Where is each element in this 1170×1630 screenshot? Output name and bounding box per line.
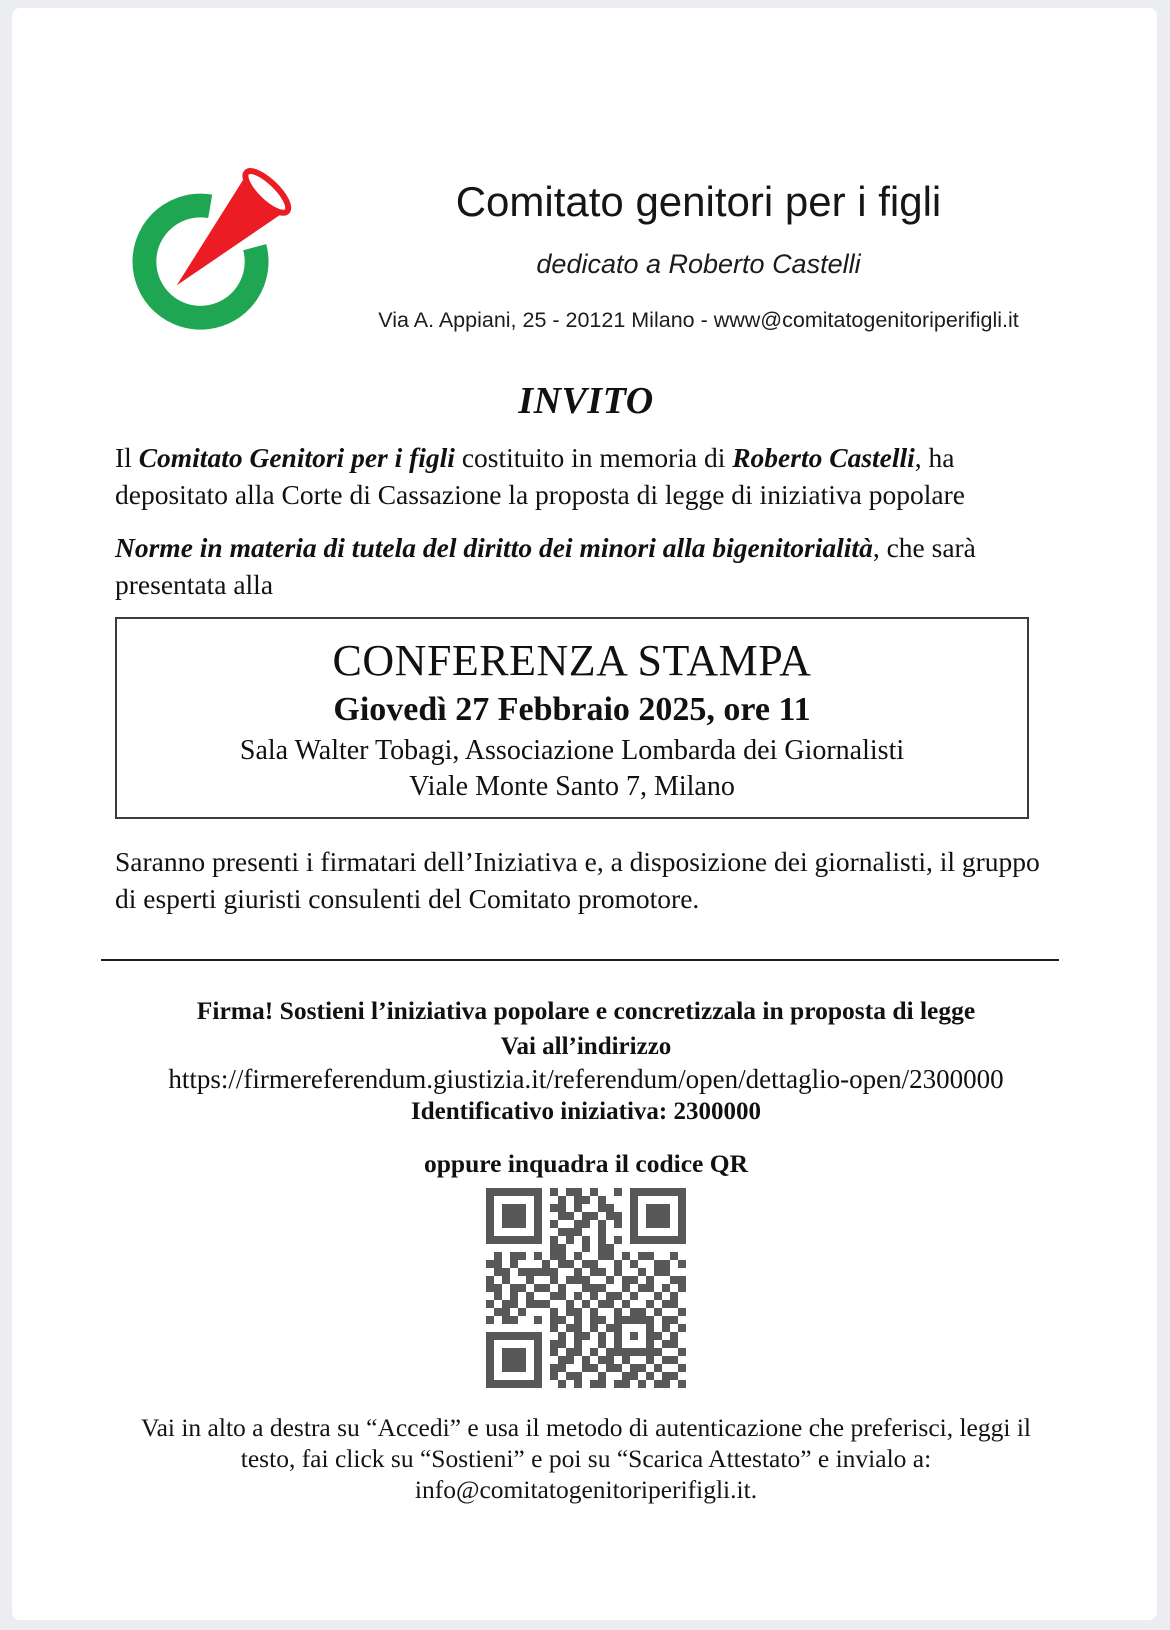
signature-campaign-section <box>115 994 1057 1388</box>
invitation-body <box>115 379 1057 1505</box>
qr-code <box>486 1188 686 1388</box>
address-line: Via A. Appiani, 25 - 20121 Milano - www@comitatogenitoriperifigli.it <box>378 308 1019 332</box>
event-venue-line1: Sala Walter Tobagi, Associazione Lombarda dei Giornalisti <box>239 735 905 766</box>
goto-label: Vai all’indirizzo <box>500 1033 672 1060</box>
sign-headline: Firma! Sostieni l’iniziativa popolare e concretizzala in proposta di legge <box>196 996 976 1025</box>
horizontal-divider <box>101 959 1059 961</box>
dedication-line: dedicato a Roberto Castelli <box>536 249 861 279</box>
event-title: CONFERENZA STAMPA <box>332 636 812 685</box>
organization-title: Comitato genitori per i figli <box>455 178 942 225</box>
footer <box>115 1412 1057 1505</box>
initiative-url: https://firmereferendum.giustizia.it/referendum/open/dettaglio-open/2300000 <box>168 1064 1004 1094</box>
committee-logo <box>125 163 310 333</box>
invito-heading: INVITO <box>518 380 654 422</box>
letterhead-text <box>310 163 1057 332</box>
press-conference-box <box>115 617 1029 819</box>
qr-instruction: oppure inquadra il codice QR <box>424 1149 748 1178</box>
intro-paragraph: Il Comitato Genitori per i figli costituito in memoria di Roberto Castelli, ha depositato alla Corte di Cassazione la proposta di legge di iniziativa popolare <box>115 442 965 510</box>
attendees-paragraph: Saranno presenti i firmatari dell’Iniziativa e, a disposizione dei giornalisti, il gruppo di esperti giuristi consulenti del Comitato promotore. <box>115 846 1040 914</box>
initiative-id-line: Identificativo iniziativa: 2300000 <box>411 1098 761 1125</box>
event-datetime: Giovedì 27 Febbraio 2025, ore 11 <box>333 691 811 728</box>
document-page <box>12 8 1157 1620</box>
law-title-paragraph: Norme in materia di tutela del diritto dei minori alla bigenitorialità, che sarà presentata alla <box>115 532 976 600</box>
megaphone-c-logo-icon <box>125 163 310 333</box>
letterhead <box>115 163 1057 333</box>
event-venue-line2: Viale Monte Santo 7, Milano <box>409 771 735 802</box>
footer-instructions: Vai in alto a destra su “Accedi” e usa il metodo di autenticazione che preferisci, leggi il testo, fai click su “Sostieni” e poi su “Scarica Attestato” e invialo a: info@comitatogenitoriperifigli.it. <box>140 1413 1032 1504</box>
